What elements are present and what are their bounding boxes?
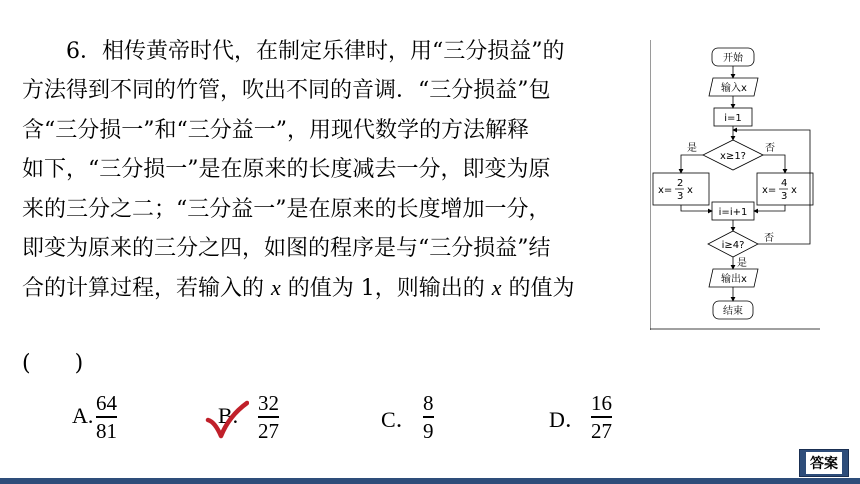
flow-start-label: 开始 (723, 53, 743, 64)
flow-end-label: 结束 (723, 306, 743, 317)
svg-text:3: 3 (781, 191, 788, 202)
flow-input-label: 输入x (721, 83, 747, 94)
problem-line-5: 来的三分之二；“三分益一”是在原来的长度增加一分， (22, 196, 551, 222)
problem-text (22, 32, 644, 308)
flow-no2-label: 否 (764, 233, 774, 244)
choice-label: D． (549, 407, 587, 432)
choice-label: C． (381, 407, 418, 432)
svg-text:x: x (791, 185, 797, 196)
choice-fraction: 32 27 (258, 391, 279, 443)
svg-text:4: 4 (781, 178, 788, 189)
choice-fraction: 16 27 (591, 391, 612, 443)
bottom-bar (0, 478, 860, 484)
flow-yes2-label: 是 (737, 258, 747, 269)
checkmark-icon (205, 400, 249, 440)
svg-text:3: 3 (677, 191, 684, 202)
flowchart (650, 40, 820, 330)
choice-fraction: 8 9 (423, 391, 434, 443)
answer-button[interactable]: 答案 (799, 449, 849, 477)
problem-line-3: 含“三分损一”和“三分益一”，用现代数学的方法解释 (22, 117, 529, 143)
problem-line-7: 合的计算过程，若输入的 x 的值为 1，则输出的 x 的值为 (22, 275, 575, 302)
flow-increment-label: i=i+1 (718, 207, 748, 218)
svg-text:2: 2 (677, 178, 684, 189)
choice-label: B. (218, 403, 239, 428)
flow-init-label: i=1 (724, 113, 742, 124)
variable-x: x (491, 275, 502, 301)
flow-left-lhs: x= (658, 185, 673, 196)
flow-yes-label: 是 (687, 143, 697, 154)
flow-no-label: 否 (765, 143, 775, 154)
choice-label: A. (72, 403, 94, 428)
flow-condition2-label: i≥4? (721, 240, 745, 251)
svg-text:x: x (687, 185, 693, 196)
problem-line-4: 如下，“三分损一”是在原来的长度减去一分，即变为原 (22, 157, 551, 183)
flow-output-label: 输出x (721, 274, 747, 285)
flow-right-lhs: x= (762, 185, 777, 196)
flow-condition-label: x≥1? (720, 151, 746, 162)
problem-line-2: 方法得到不同的竹管，吹出不同的音调．“三分损益”包 (22, 78, 551, 104)
variable-x: x (271, 275, 281, 301)
problem-line-6: 即变为原来的三分之四，如图的程序是与“三分损益”结 (22, 235, 551, 261)
choice-fraction: 64 81 (96, 391, 117, 443)
problem-line-1: 6．相传黄帝时代，在制定乐律时，用“三分损益”的 (66, 39, 565, 64)
answer-blank: ( ) (22, 351, 84, 376)
